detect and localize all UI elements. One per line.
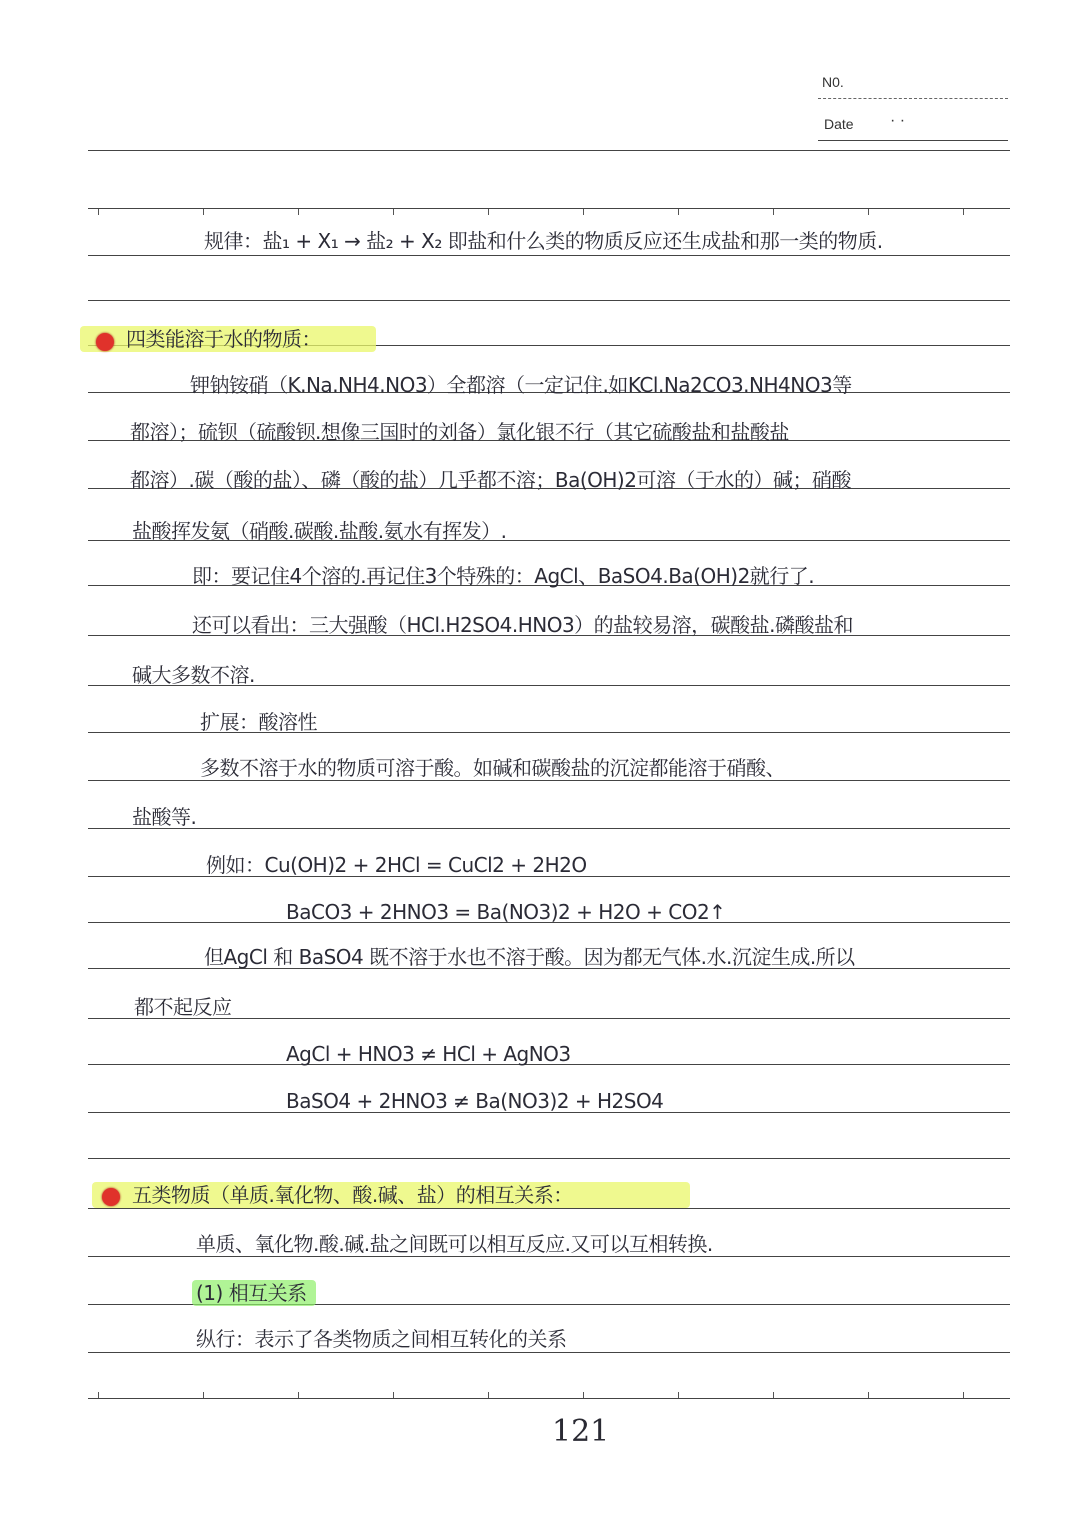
rule-line [88, 150, 1010, 151]
date-label: Date [824, 116, 854, 132]
rule-ticks-top [88, 209, 1010, 215]
equation-line: BaCO3 + 2HNO3 = Ba(NO3)2 + H2O + CO2↑ [286, 900, 726, 924]
bullet-icon [96, 333, 114, 351]
rule-ticks-bottom [88, 1392, 1010, 1398]
no-dashed-line [818, 98, 1008, 99]
no-label: N0. [822, 74, 844, 90]
text-line: 钾钠铵硝（K.Na.NH4.NO3）全都溶（一定记住.如KCl.Na2CO3.NH4NO3等 [190, 373, 852, 397]
rule-line [88, 255, 1010, 256]
rule-line [88, 1352, 1010, 1353]
equation-line: AgCl + HNO3 ≠ HCl + AgNO3 [286, 1042, 571, 1066]
subheading: (1) 相互关系 [196, 1281, 307, 1305]
text-line: 但AgCl 和 BaSO4 既不溶于水也不溶于酸。因为都无气体.水.沉淀生成.所以 [204, 945, 855, 969]
rule-line [88, 1158, 1010, 1159]
date-dots: · · [890, 112, 906, 129]
date-rule [818, 140, 1008, 141]
equation-line: 例如：Cu(OH)2 + 2HCl = CuCl2 + 2H2O [206, 853, 587, 877]
rule-text: 规律：盐₁ + X₁ → 盐₂ + X₂ 即盐和什么类的物质反应还生成盐和那一类的物质. [204, 229, 883, 253]
equation-line: BaSO4 + 2HNO3 ≠ Ba(NO3)2 + H2SO4 [286, 1089, 664, 1113]
text-line: 都溶）.碳（酸的盐）、磷（酸的盐）几乎都不溶；Ba(OH)2可溶（于水的）碱；硝酸 [130, 468, 851, 492]
text-line: 单质、氧化物.酸.碱.盐之间既可以相互反应.又可以互相转换. [196, 1232, 713, 1256]
rule-line [88, 1208, 1010, 1209]
text-line: 盐酸挥发氨（硝酸.碳酸.盐酸.氨水有挥发）. [132, 519, 507, 543]
rule-line-bottom [88, 1398, 1010, 1399]
rule-line [88, 300, 1010, 301]
text-line: 碱大多数不溶. [132, 663, 255, 687]
text-line: 还可以看出：三大强酸（HCl.H2SO4.HNO3）的盐较易溶，碳酸盐.磷酸盐和 [192, 613, 854, 637]
text-line: 扩展：酸溶性 [200, 710, 317, 734]
text-line: 纵行：表示了各类物质之间相互转化的关系 [196, 1327, 567, 1351]
page-number: 121 [552, 1414, 610, 1449]
text-line: 多数不溶于水的物质可溶于酸。如碱和碳酸盐的沉淀都能溶于硝酸、 [200, 756, 785, 780]
section-heading-relations: 五类物质（单质.氧化物、酸.碱、盐）的相互关系： [132, 1183, 573, 1207]
text-line: 即：要记住4个溶的.再记住3个特殊的：AgCl、BaSO4.Ba(OH)2就行了. [192, 564, 815, 588]
rule-line [88, 828, 1010, 829]
text-line: 都不起反应 [134, 995, 232, 1019]
section-heading-soluble: 四类能溶于水的物质： [126, 327, 321, 351]
bullet-icon [102, 1188, 120, 1206]
text-line: 都溶）；硫钡（硫酸钡.想像三国时的刘备）氯化银不行（其它硫酸盐和盐酸盐 [130, 420, 789, 444]
text-line: 盐酸等. [132, 805, 197, 829]
